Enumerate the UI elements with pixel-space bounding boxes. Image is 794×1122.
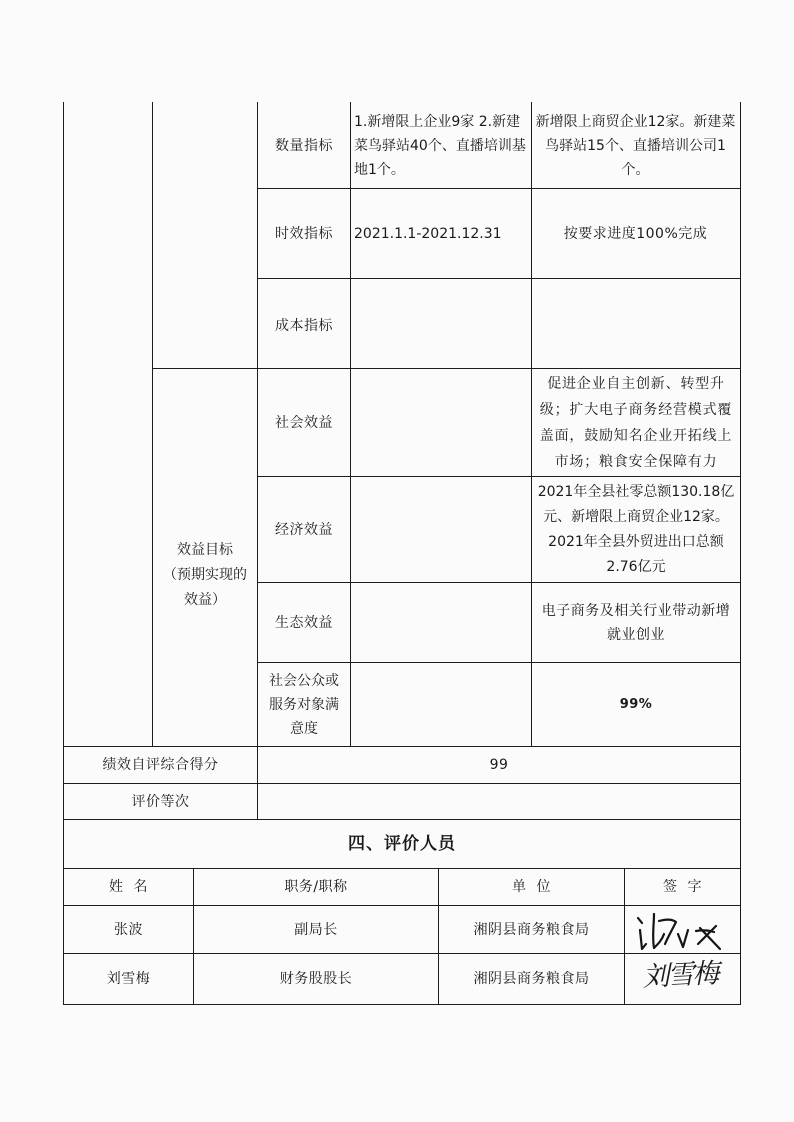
evaluator-title: 财务股股长 [279,971,353,987]
economic-label: 经济效益 [275,521,333,538]
cost-target [354,279,528,368]
ecological-actual: 电子商务及相关行业带动新增就业创业 [541,602,731,643]
benefit-group-line1: 效益目标 [177,542,233,558]
cost-actual [533,279,738,368]
timeliness-target: 2021.1.1-2021.12.31 [354,225,502,242]
evaluator-title: 副局长 [294,921,338,938]
satisfaction-actual: 99% [619,696,653,712]
social-actual: 促进企业自主创新、转型升级；扩大电子商务经营模式覆盖面，鼓励知名企业开拓线上市场；粮食安全保障有力 [539,375,733,470]
quantity-label: 数量指标 [275,137,333,154]
ecological-label: 生态效益 [275,614,333,631]
score-label: 绩效自评综合得分 [102,757,219,773]
satisfaction-label [258,663,350,746]
signature-handwritten-2: 刘雪梅 [641,958,719,993]
grade-value [258,784,740,819]
evaluator-unit: 湘阴县商务粮食局 [473,971,590,987]
signature-scribble-1 [628,904,732,956]
benefit-group-label [153,369,257,746]
header-title: 职务/职称 [284,879,348,895]
cost-label: 成本指标 [275,318,333,334]
satisfaction-label-line2: 服务对象满 [269,696,339,713]
evaluator-name: 刘雪梅 [106,971,151,987]
benefit-group-line2: （预期实现的 [163,567,247,583]
section-title: 四、评价人员 [348,834,456,854]
header-unit: 单 位 [512,879,551,895]
evaluator-unit: 湘阴县商务粮食局 [473,921,590,938]
quantity-actual: 新增限上商贸企业12家。新建菜鸟驿站15个、直播培训公司1个。 [535,113,736,178]
satisfaction-label-line3: 意度 [290,720,318,737]
economic-actual: 2021年全县社零总额130.18亿元、新增限上商贸企业12家。2021年全县外贸进出口总额2.76亿元 [537,483,735,575]
header-name: 姓 名 [109,879,148,895]
timeliness-label: 时效指标 [275,225,333,242]
grade-label: 评价等次 [131,793,190,810]
social-label: 社会效益 [275,414,333,431]
benefit-group-line3: 效益） [184,592,226,608]
timeliness-actual: 按要求进度100%完成 [563,225,708,242]
satisfaction-label-line1: 社会公众或 [269,672,339,689]
header-signature: 签 字 [663,879,702,895]
evaluator-name: 张波 [114,921,143,938]
score-value: 99 [489,757,509,773]
quantity-target: 1.新增限上企业9家 2.新建菜鸟驿站40个、直播培训基地1个。 [354,113,526,178]
